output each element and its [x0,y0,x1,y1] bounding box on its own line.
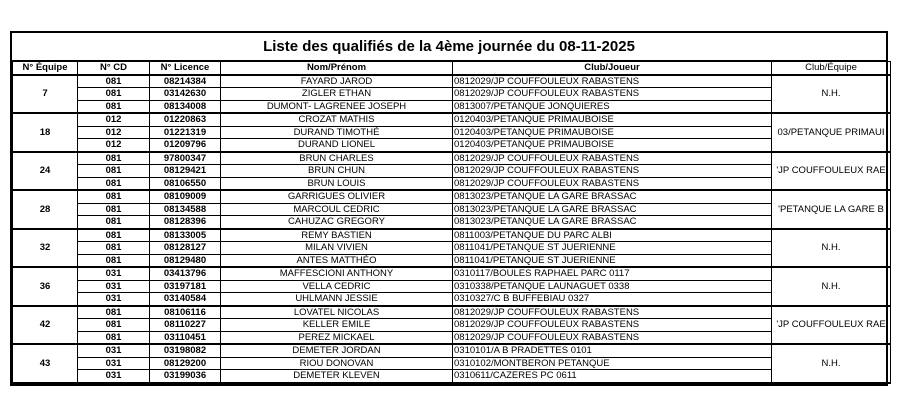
player-cd: 031 [78,357,150,370]
player-name: DEMETER JORDAN [221,344,453,357]
team-club: N.H. [772,75,891,114]
team-club: 03/PETANQUE PRIMAUI [772,113,891,152]
player-name: DURAND LIONEL [221,139,453,152]
team-club: N.H. [772,344,891,383]
table-row [13,139,891,152]
player-cd: 081 [78,229,150,242]
table-row [13,293,891,306]
player-cd: 081 [78,319,150,332]
player-licence: 08134588 [150,203,221,216]
player-cd: 031 [78,267,150,280]
player-licence: 08106550 [150,177,221,190]
team-number: 36 [13,267,78,306]
player-name: REMY BASTIEN [221,229,453,242]
page-title: Liste des qualifiés de la 4ème journée du 08-11-2025 [12,33,886,61]
player-licence: 08106116 [150,306,221,319]
player-licence: 01220863 [150,113,221,126]
player-name: MAFFESCIONI ANTHONY [221,267,453,280]
player-licence: 08128396 [150,216,221,229]
player-cd: 081 [78,177,150,190]
table-row [13,370,891,383]
player-club: 0310327/C B BUFFEBIAU 0327 [453,293,772,306]
player-name: GARRIGUES OLIVIER [221,190,453,203]
player-club: 0310102/MONTBERON PETANQUE [453,357,772,370]
player-licence: 03142630 [150,88,221,101]
player-licence: 01221319 [150,126,221,139]
team-number: 24 [13,152,78,191]
player-cd: 081 [78,100,150,113]
player-club: 0811041/PETANQUE ST JUERIENNE [453,242,772,255]
player-name: VELLA CEDRIC [221,280,453,293]
team-club: 'JP COUFFOULEUX RAE [772,152,891,191]
player-name: FAYARD JAROD [221,75,453,88]
team-number: 7 [13,75,78,114]
player-licence: 08128127 [150,242,221,255]
team-number: 43 [13,344,78,383]
header-equipe: N° Équipe [13,62,78,75]
player-licence: 08134008 [150,100,221,113]
team-club: 'JP COUFFOULEUX RAE [772,306,891,345]
player-licence: 08214384 [150,75,221,88]
player-name: BRUN CHUN [221,165,453,178]
team-number: 42 [13,306,78,345]
player-club: 0310338/PETANQUE LAUNAGUET 0338 [453,280,772,293]
table-row [13,165,891,178]
player-name: DUMONT- LAGRENEE JOSEPH [221,100,453,113]
header-licence: N° Licence [150,62,221,75]
player-name: CROZAT MATHIS [221,113,453,126]
table-row [13,319,891,332]
table-row [13,126,891,139]
player-licence: 03413796 [150,267,221,280]
player-cd: 081 [78,152,150,165]
player-club: 0310611/CAZERES PC 0611 [453,370,772,383]
player-licence: 08129200 [150,357,221,370]
header-cd: N° CD [78,62,150,75]
player-cd: 081 [78,88,150,101]
player-name: RIOU DONOVAN [221,357,453,370]
player-club: 0813007/PETANQUE JONQUIERES [453,100,772,113]
table-row [13,203,891,216]
player-club: 0812029/JP COUFFOULEUX RABASTENS [453,75,772,88]
table-row [13,100,891,113]
table-row [13,267,891,280]
player-cd: 081 [78,254,150,267]
player-club: 0812029/JP COUFFOULEUX RABASTENS [453,177,772,190]
table-row [13,357,891,370]
table-header-row [13,62,891,75]
player-club: 0120403/PETANQUE PRIMAUBOISE [453,126,772,139]
player-name: LOVATEL NICOLAS [221,306,453,319]
table-row [13,177,891,190]
table-row [13,242,891,255]
player-name: DURAND TIMOTHÉ [221,126,453,139]
team-club: N.H. [772,267,891,306]
player-cd: 081 [78,242,150,255]
table-row [13,75,891,88]
player-club: 0812029/JP COUFFOULEUX RABASTENS [453,152,772,165]
player-cd: 031 [78,280,150,293]
player-club: 0811003/PETANQUE DU PARC ALBI [453,229,772,242]
player-name: MILAN VIVIEN [221,242,453,255]
player-name: PEREZ MICKAEL [221,331,453,344]
player-club: 0812029/JP COUFFOULEUX RABASTENS [453,306,772,319]
table-row [13,254,891,267]
table-body [13,75,891,383]
player-cd: 081 [78,203,150,216]
player-name: KELLER EMILE [221,319,453,332]
player-licence: 03110451 [150,331,221,344]
player-cd: 081 [78,190,150,203]
player-cd: 081 [78,165,150,178]
player-club: 0813023/PETANQUE LA GARE BRASSAC [453,216,772,229]
team-club: N.H. [772,229,891,268]
table-row [13,229,891,242]
player-club: 0812029/JP COUFFOULEUX RABASTENS [453,319,772,332]
player-club: 0811041/PETANQUE ST JUERIENNE [453,254,772,267]
player-name: CAHUZAC GREGORY [221,216,453,229]
table-row [13,190,891,203]
player-licence: 03198082 [150,344,221,357]
table-row [13,280,891,293]
table-row [13,152,891,165]
qualified-table [12,61,891,384]
player-cd: 031 [78,370,150,383]
player-club: 0813023/PETANQUE LA GARE BRASSAC [453,203,772,216]
player-club: 0310101/A B PRADETTES 0101 [453,344,772,357]
qualified-list-sheet [10,31,888,386]
player-club: 0120403/PETANQUE PRIMAUBOISE [453,113,772,126]
player-name: DEMETER KLEVEN [221,370,453,383]
player-cd: 081 [78,75,150,88]
player-name: UHLMANN JESSIE [221,293,453,306]
player-club: 0310117/BOULES RAPHAEL PARC 0117 [453,267,772,280]
player-cd: 031 [78,344,150,357]
table-row [13,331,891,344]
table-row [13,113,891,126]
player-cd: 081 [78,331,150,344]
player-cd: 012 [78,139,150,152]
player-licence: 08110227 [150,319,221,332]
team-club: 'PETANQUE LA GARE B [772,190,891,229]
player-cd: 081 [78,216,150,229]
table-row [13,306,891,319]
player-club: 0813023/PETANQUE LA GARE BRASSAC [453,190,772,203]
player-licence: 03199036 [150,370,221,383]
team-number: 18 [13,113,78,152]
table-row [13,344,891,357]
player-cd: 012 [78,113,150,126]
player-cd: 031 [78,293,150,306]
player-club: 0812029/JP COUFFOULEUX RABASTENS [453,88,772,101]
table-row [13,88,891,101]
player-name: BRUN LOUIS [221,177,453,190]
player-licence: 03197181 [150,280,221,293]
player-licence: 08133005 [150,229,221,242]
header-nom: Nom/Prénom [221,62,453,75]
player-licence: 97800347 [150,152,221,165]
player-name: ANTES MATTHÉO [221,254,453,267]
player-name: ZIGLER ETHAN [221,88,453,101]
player-licence: 08129421 [150,165,221,178]
player-licence: 08109009 [150,190,221,203]
player-licence: 01209796 [150,139,221,152]
player-club: 0120403/PETANQUE PRIMAUBOISE [453,139,772,152]
team-number: 28 [13,190,78,229]
player-cd: 081 [78,306,150,319]
player-name: BRUN CHARLES [221,152,453,165]
player-cd: 012 [78,126,150,139]
header-club-equipe: Club/Équipe [772,62,891,75]
player-club: 0812029/JP COUFFOULEUX RABASTENS [453,165,772,178]
table-row [13,216,891,229]
player-club: 0812029/JP COUFFOULEUX RABASTENS [453,331,772,344]
player-licence: 03140584 [150,293,221,306]
player-licence: 08129480 [150,254,221,267]
header-club-joueur: Club/Joueur [453,62,772,75]
team-number: 32 [13,229,78,268]
player-name: MARCOUL CEDRIC [221,203,453,216]
